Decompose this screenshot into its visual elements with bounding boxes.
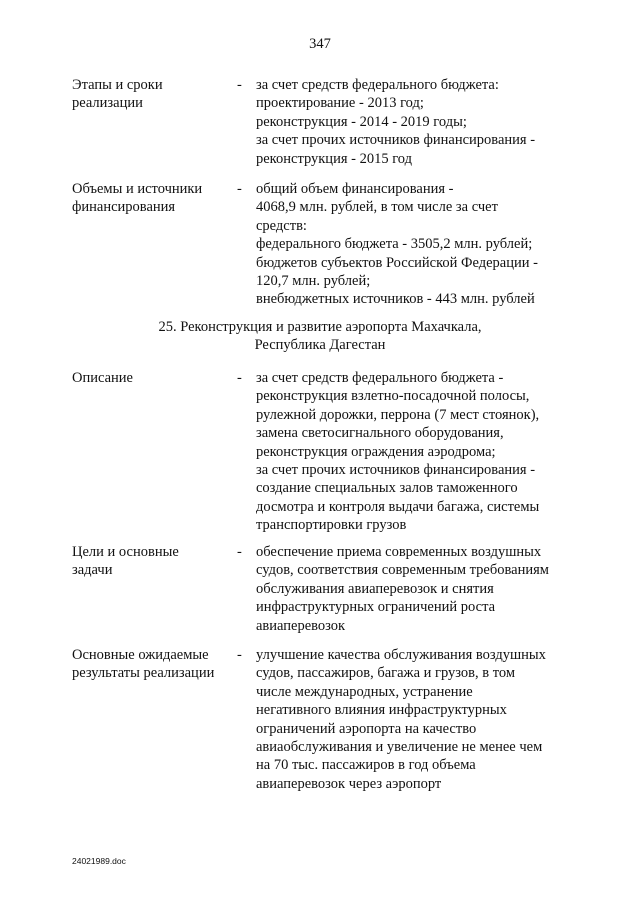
heading-line: 25. Реконструкция и развитие аэропорта Махачкала, [158,319,482,335]
content-line: 4068,9 млн. рублей, в том числе за счет [256,199,498,216]
label-line: результаты реализации [72,665,215,682]
section-content [256,76,586,168]
content-line: авиаперевозок [256,617,346,634]
section-label [72,76,232,113]
section-label [72,646,232,683]
content-line: досмотра и контроля выдачи багажа, системы [256,498,540,515]
content-line: средств: [256,217,307,234]
content-line: создание специальных залов таможенного [256,480,518,497]
dash-separator: - [237,647,242,663]
section-content [256,180,586,309]
label-line: Описание [72,370,133,386]
content-line: авиаперевозок через аэропорт [256,775,442,792]
label-line: реализации [72,95,143,112]
content-line: обслуживания авиаперевозок и снятия [256,580,494,597]
section-heading [0,318,640,355]
content-line: 120,7 млн. рублей; [256,273,371,290]
page-number: 347 [309,36,331,52]
content-line: реконструкция ограждения аэродрома; [256,443,496,460]
content-line: на 70 тыс. пассажиров в год объема [256,757,476,774]
dash-separator: - [237,181,242,197]
section-label [72,369,232,387]
section-content [256,646,586,793]
content-line: реконструкция взлетно-посадочной полосы, [256,388,530,405]
content-line: инфраструктурных ограничений роста [256,599,496,616]
section-content [256,369,586,535]
dash-separator: - [237,370,242,386]
content-line: реконструкция - 2014 - 2019 годы; [256,113,467,130]
content-line: судов, соответствия современным требованиям [256,562,549,579]
section-label [72,180,232,217]
content-line: судов, пассажиров, багажа и грузов, в том [256,665,516,682]
section-label [72,543,232,580]
heading-line: Республика Дагестан [254,337,386,354]
label-line: финансирования [72,199,176,216]
content-line: числе международных, устранение [256,683,473,700]
dash-separator: - [237,544,242,560]
content-line: федерального бюджета - 3505,2 млн. рублей; [256,236,533,253]
label-line: Этапы и сроки [72,77,163,93]
label-line: Цели и основные [72,544,179,560]
content-line: проектирование - 2013 год; [256,95,424,112]
content-line: бюджетов субъектов Российской Федерации - [256,254,538,271]
content-line: транспортировки грузов [256,517,407,534]
content-line: за счет прочих источников финансирования - [256,462,536,479]
content-line: за счет средств федерального бюджета: [256,77,499,93]
document-filename: 24021989.doc [72,856,126,866]
content-line: негативного влияния инфраструктурных [256,702,507,719]
content-line: рулежной дорожки, перрона (7 мест стоянок), [256,406,540,423]
label-line: Объемы и источники [72,181,203,197]
content-line: обеспечение приема современных воздушных [256,544,542,560]
content-line: за счет средств федерального бюджета - [256,370,504,386]
content-line: общий объем финансирования - [256,181,454,197]
content-line: за счет прочих источников финансирования - [256,132,536,149]
content-line: замена светосигнального оборудования, [256,425,504,442]
content-line: реконструкция - 2015 год [256,150,412,167]
content-line: улучшение качества обслуживания воздушных [256,647,546,663]
content-line: ограничений аэропорта на качество [256,720,477,737]
content-line: внебюджетных источников - 443 млн. рублей [256,291,535,308]
section-content [256,543,586,635]
content-line: авиаобслуживания и увеличение не менее чем [256,739,543,756]
dash-separator: - [237,77,242,93]
label-line: Основные ожидаемые [72,647,209,663]
label-line: задачи [72,562,113,579]
